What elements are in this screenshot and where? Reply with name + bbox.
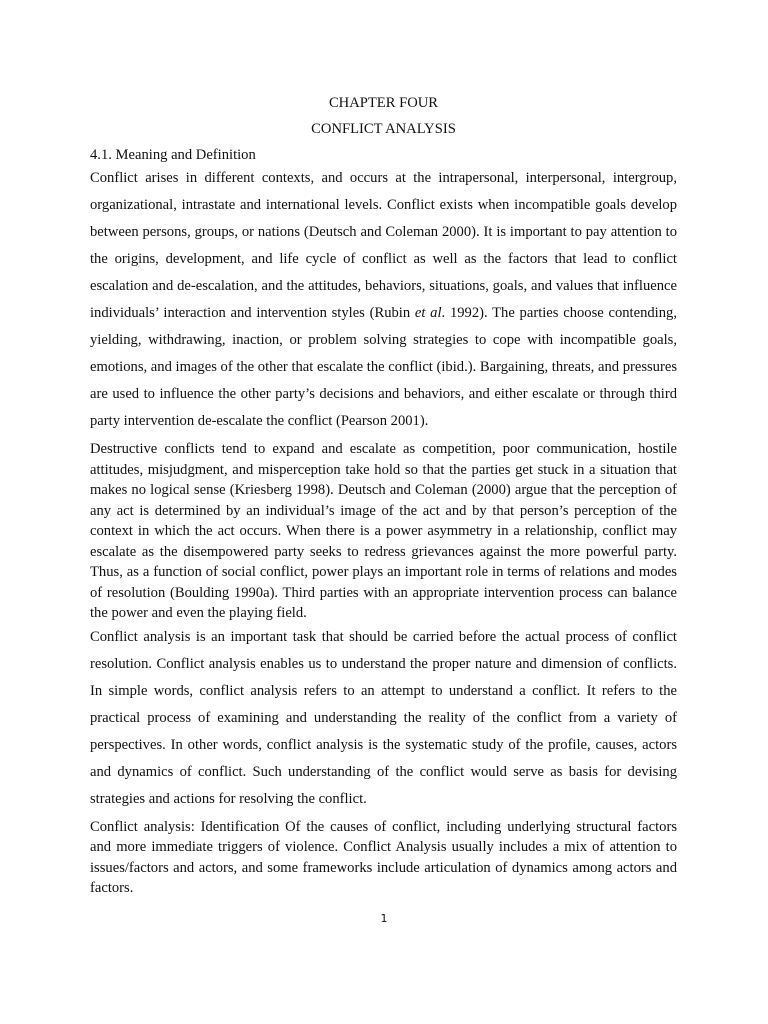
italic-text: et al [414, 305, 442, 321]
chapter-heading: CHAPTER FOUR [328, 95, 439, 111]
paragraph-conflict-analysis-definition: Conflict analysis: Identification Of the causes of conflict, including underlying structural factors and more immediate triggers of violence. Conflict Analysis usually includes a mix of attention to issues/factors and actors, and some frameworks include articulation of dynamics among actors and factors. [90, 818, 677, 896]
page-content [90, 93, 677, 899]
section-heading: 4.1. Meaning and Definition [90, 147, 256, 163]
page-number: 1 [380, 912, 388, 925]
chapter-title: CONFLICT ANALYSIS [311, 121, 456, 137]
paragraph-destructive-conflicts: Destructive conflicts tend to expand and escalate as competition, poor communication, hostile attitudes, misjudgment, and misperception take hold so that the parties get stuck in a situation that makes no logical sense (Kriesberg 1998). Deutsch and Coleman (2000) argue that the perception of any act is determined by an individual’s image of the act and by that person’s perception of the context in which the act occurs. When there is a power asymmetry in a relationship, conflict may escalate as the disempowered party seeks to redress grievances against the more powerful party. Thus, as a function of social conflict, power plays an important role in terms of relations and modes of resolution (Boulding 1990a). Third parties with an appropriate intervention process can balance the power and even the playing field. [90, 441, 677, 621]
paragraph-conflict-analysis-task: Conflict analysis is an important task that should be carried before the actual process of conflict resolution. Conflict analysis enables us to understand the proper nature and dimension of conflicts. In simple words, conflict analysis refers to an attempt to understand a conflict. It refers to the practical process of examining and understanding the reality of the conflict from a variety of perspectives. In other words, conflict analysis is the systematic study of the profile, causes, actors and dynamics of conflict. Such understanding of the conflict would serve as basis for devising strategies and actions for resolving the conflict. [90, 628, 677, 807]
paragraph-text: Conflict arises in different contexts, and occurs at the intrapersonal, interpersonal, intergroup, organizational, intrastate and international levels. Conflict exists when incompatible goals develop between persons, groups, or nations (Deutsch and Coleman 2000). It is important to pay attention to the origins, development, and life cycle of conflict as well as the factors that lead to conflict escalation and de-escalation, and the attitudes, behaviors, situations, goals, and values that influence individuals’ interaction and intervention styles (Rubin [90, 170, 677, 321]
paragraph-text: . 1992). The parties choose contending, yielding, withdrawing, inaction, or problem solving strategies to cope with incompatible goals, emotions, and images of the other that escalate the conflict (ibid.). Bargaining, threats, and pressures are used to influence the other party’s decisions and behaviors, and either escalate or through third party intervention de-escalate the conflict (Pearson 2001). [90, 305, 677, 429]
paragraph-conflict-arises [90, 165, 677, 435]
